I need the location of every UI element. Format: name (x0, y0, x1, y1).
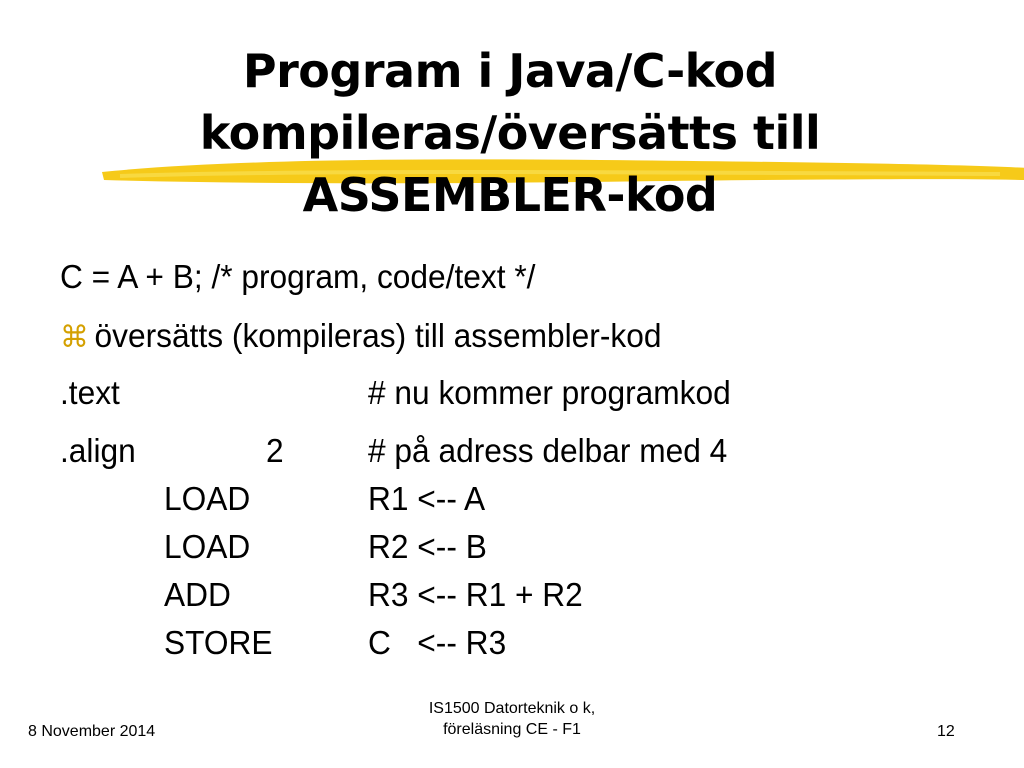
code-line-c-equals: C = A + B; /* program, code/text */ (60, 258, 536, 295)
title-line-1: Program i Java/C-kod (242, 44, 778, 98)
text-directive: .text (60, 374, 120, 411)
instruction-operand: R3 <-- R1 + R2 (368, 576, 583, 613)
page-number: 12 (937, 723, 955, 740)
instruction-op: LOAD (164, 480, 251, 517)
slide-title (60, 40, 960, 226)
align-value: 2 (266, 432, 284, 469)
align-directive: .align (60, 432, 136, 469)
bullet-item (60, 316, 661, 358)
bullet-icon: ⌘ (60, 320, 89, 355)
instruction-operand: R2 <-- B (368, 528, 487, 565)
title-line-3: ASSEMBLER-kod (302, 168, 718, 222)
align-comment: # på adress delbar med 4 (368, 432, 728, 469)
instruction-op: ADD (164, 576, 231, 613)
bullet-text: översätts (kompileras) till assembler-kod (94, 317, 662, 354)
instruction-operand: C <-- R3 (368, 624, 507, 661)
instruction-op: LOAD (164, 528, 251, 565)
footer-course-line-1: IS1500 Datorteknik o k, (428, 700, 596, 717)
instruction-operand: R1 <-- A (368, 480, 486, 517)
instruction-op: STORE (164, 624, 273, 661)
footer-date: 8 November 2014 (28, 723, 156, 740)
footer-course (382, 698, 642, 740)
text-comment: # nu kommer programkod (368, 374, 731, 411)
title-line-2: kompileras/översätts till (199, 106, 821, 160)
footer-course-line-2: föreläsning CE - F1 (443, 721, 581, 738)
